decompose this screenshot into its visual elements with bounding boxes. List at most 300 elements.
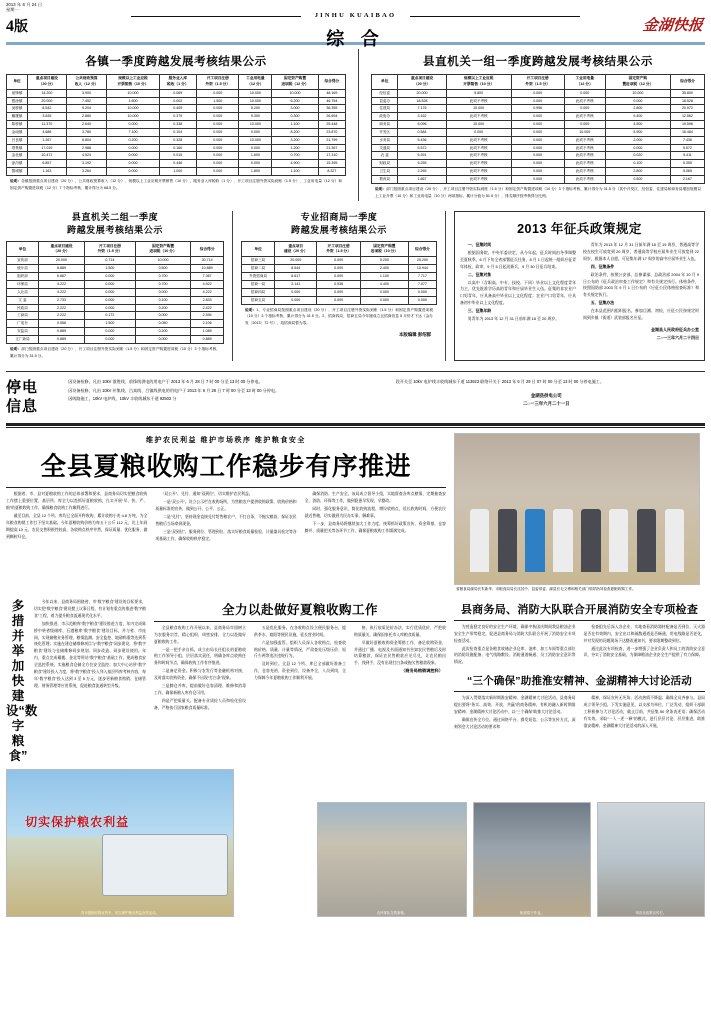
cell-value: 7.077	[408, 281, 436, 289]
tables-row-1	[6, 49, 705, 202]
cell-value: 0.000	[239, 128, 272, 136]
table2-header-2: 规模以上工业应税 开票销售（10 分）	[446, 74, 511, 89]
cell-value: 0.000	[135, 335, 191, 343]
table1-title: 各镇一季度跨越发展考核结果公示	[85, 55, 267, 68]
queue-incaption: 农民排队交售新粮。	[376, 911, 408, 916]
table3-header-row	[7, 242, 224, 257]
cell-value: 0.446	[159, 160, 197, 168]
cell-value: 0.015	[159, 152, 197, 160]
row-label: 人社局	[7, 288, 39, 296]
subhead-a-para-0: 五是优化服务。在各收购点设立便民服务台，提供茶水、遮阳等便民设施，延长营业时间。	[254, 625, 346, 637]
table4-title: 专业招商局一季度 跨越发展考核结果公示	[290, 212, 387, 236]
subhead-a-para-1: 一是一把手亲自抓。成立由局长任组长的夏粮收购工作领导小组，层层落实责任，明确各库点收购任务和时间节点，确保收购工作有序推进。	[154, 647, 246, 666]
cell-value: 0.000	[564, 105, 605, 113]
table-row	[372, 105, 705, 113]
cell-value: 0.889	[191, 335, 224, 343]
cell-value: 0.338	[159, 121, 197, 129]
publication-date: 2013 年 6 月 24 日 星期一	[6, 2, 43, 13]
cell-value: 20.972	[670, 105, 704, 113]
meeting-photo-caption: 省粮食局副局长朱新华、市粮食局局长沈其中、县委常委、副县长毛文博和相关部门领导指导检查夏粮收购工作。	[456, 587, 636, 592]
table-row	[7, 113, 346, 121]
table2-block	[371, 49, 705, 202]
table-row	[372, 144, 705, 152]
cell-value: 16.484	[670, 128, 704, 136]
row-label: 黎城镇	[7, 168, 28, 176]
cell-value: 1.500	[85, 320, 136, 328]
cell-value: 8.542	[28, 105, 67, 113]
cell-value: 0.000	[360, 288, 408, 296]
cell-value: 20.000	[398, 89, 446, 97]
cell-value: 10.000	[564, 128, 605, 136]
cell-value: 10.000	[239, 89, 272, 97]
row-label: 外资招商局	[242, 273, 275, 281]
row-label: 金北镇	[7, 152, 28, 160]
row-label: 商务局	[372, 121, 398, 129]
cell-value: 21.367	[318, 144, 345, 152]
row-label: 住建局	[372, 105, 398, 113]
table2-header-4: 工业用电量 （12 分）	[564, 74, 605, 89]
cell-value: 0.000	[408, 288, 436, 296]
subhead-a-para-c3-0: 格，执行依质论价办法，实行优质优价，严把收购质量关，确保国家托市入库粮食质量。	[354, 625, 446, 637]
cell-value: 9.204	[66, 105, 107, 113]
cell-value: 0.000	[239, 144, 272, 152]
cell-value: 1.100	[360, 273, 408, 281]
cell-value: 3.000	[272, 105, 318, 113]
cell-value: 0.000	[511, 168, 564, 176]
outage-para-2: 因线路施工，10kV 电炉线、10kV 丰收线城东干道 92502 分	[68, 396, 177, 402]
truck-shape	[102, 834, 229, 895]
table1-header-1: 重点项目建设 （20 分）	[28, 74, 67, 89]
table-row	[7, 320, 224, 328]
lead-para-0: “双公开”、兑付、通知“双到位”，切实维护农民利益。	[163, 492, 253, 497]
table2	[371, 74, 705, 184]
cell-value: 2.733	[38, 296, 84, 304]
cell-value: 1.600	[239, 152, 272, 160]
cell-value: 0.000	[135, 288, 191, 296]
table1-header-2: 公共财政预算 收入（12 分）	[66, 74, 107, 89]
elevator-photo	[473, 802, 591, 917]
row-label: 塔集镇	[7, 144, 28, 152]
lead-para-2: 二是“兑付”。坚持现金直接兑付给售粮农户，不打白条，不拖欠粮款，保证农民售粮后当场拿到现金。	[155, 514, 297, 526]
cell-value: 23.870	[318, 128, 345, 136]
cell-value: 0.000	[317, 257, 361, 265]
wall-incaption: 规范化政策宣传栏。	[635, 911, 667, 916]
cell-value: 10.000	[446, 121, 511, 129]
fire-para-1: 此次检查重点是各粮食收储企业仓库、油库、加工车间等重点部位的消防设施配备、电气线路敷设、消防通道畅通、员工消防安全意识等情况。	[454, 646, 576, 665]
row-label: 文 委	[7, 296, 39, 304]
cell-value: 0.050	[135, 320, 191, 328]
subhead-a-para-3: 三是腾仓并库。提前做好仓容清理、维修和消毒工作，确保新粮入库有仓可用。	[154, 684, 246, 695]
cell-value: 2.833	[191, 296, 224, 304]
table3-body	[7, 257, 224, 343]
cell-value: 1.089	[191, 328, 224, 336]
cell-value: 0.000	[197, 136, 239, 144]
table-row	[7, 288, 224, 296]
table1-header-6: 工业用电量 （12 分）	[239, 74, 272, 89]
cell-value: 18.528	[398, 97, 446, 105]
cell-value: 0.000	[511, 97, 564, 105]
cell-value: 4.500	[605, 121, 670, 129]
outage-para-0: 因设备检修，凡由 10kV 淮胜线、前锋线供电的用电户于 2013 年 6 月 28 日 7 时 00 分至 13 时 00 分停电。	[68, 379, 263, 385]
cell-value: 0.000	[107, 152, 159, 160]
subhead-a-block	[154, 599, 446, 764]
cell-value: 0.160	[159, 144, 197, 152]
cell-value: 1.100	[272, 168, 318, 176]
column-divider	[358, 49, 359, 202]
cell-value: 10.000	[107, 105, 159, 113]
conscription-left-heading-2: 三、征集年龄	[467, 307, 492, 313]
cell-value: 0.000	[317, 296, 361, 304]
table1-body	[7, 89, 346, 175]
cell-value: 0.000	[511, 160, 564, 168]
cell-value: 0.000	[135, 312, 191, 320]
fire-para-0: 为营造稳定良好的安全生产环境，确保中秋国庆期间我县粮油企业安全生产形势稳定，促进县商务局与消防大队联合开展了消防安全专项检查活动。	[454, 624, 576, 643]
cell-value: 10.000	[446, 105, 511, 113]
cell-value: 0.000	[511, 113, 564, 121]
table-row	[372, 97, 705, 105]
table-row	[7, 89, 346, 97]
row-label: 吕良镇	[7, 136, 28, 144]
cell-value: 0.104	[159, 128, 197, 136]
cell-value: 11.370	[28, 121, 67, 129]
table1-header-3: 规模以上工业应税 开票销售（10 分）	[107, 74, 159, 89]
cell-value: 0.700	[135, 273, 191, 281]
cell-value: 0.889	[38, 335, 84, 343]
cell-value: 19.596	[670, 121, 704, 129]
spirit-story-body	[454, 695, 705, 732]
table3-note: 说明：部门按照重点项目建设（20 分）、开工项目注册外资实际到账（1.5 分）和固定资产购置进项税（10 分）3 个指标考核，累计得分为 31.5 分。	[10, 347, 220, 358]
cell-value: 2.988	[66, 144, 107, 152]
cell-value: 25.200	[408, 257, 436, 265]
fire-para-0: 检查组先后深入各企业，实地查看消防器材配备是否到位，灭火器是否在有效期内，安全出口和疏散通道是否畅通，用电线路是否老化，并对发现的问题现场下达整改通知书，要求限期整改到位。	[583, 624, 705, 643]
cell-value: 10.889	[191, 265, 224, 273]
outage-para-c2-0: 段开关至 10kV 电炉线丰收线城东干道 113923 联络开关于 2013 年 6 月 29 日 07 时 00 分至 13 时 00 分停电施工。	[395, 379, 604, 385]
lead-headline: 全县夏粮收购工作稳步有序推进	[40, 453, 412, 482]
cell-value: 30.714	[191, 257, 224, 265]
lead-para-0: 根据省、市、县对夏粮收购工作的总体部署和要求，县商务局切实把粮食收购工作摆上重要位置，基层所、库全力以赴抓好夏粮收购，扎实开展“早、快、严、细”的夏粮收购工作，确保粮食收购工作顺利进行。	[6, 492, 148, 510]
cell-value: 6.857	[28, 160, 67, 168]
table4-header-4: 综合得分	[408, 242, 436, 257]
table1-header-4: 服务业入库 税收（1 分）	[159, 74, 197, 89]
cell-value: 3.835	[28, 113, 67, 121]
headline-rule	[6, 487, 446, 488]
table1	[6, 74, 346, 176]
cell-value: 3.780	[66, 128, 107, 136]
cell-value: 2.000	[605, 136, 670, 144]
subhead-a-rule	[154, 621, 446, 622]
conscription-right-para-1: 政治条件，按照公安部、总参谋部、总政治部 2004 年 10 月 9 日公布的《征兵政治审查工作规定》和有关规定执行。体格条件，按照国防部 2003 年 9 月 1 日公布的《应征公民体格检查标准》和有关规定执行。	[583, 271, 699, 298]
cell-value: 0.996	[511, 105, 564, 113]
cell-value: 0.000	[317, 288, 361, 296]
cell-value: 9.300	[239, 113, 272, 121]
row-label: 银涂镇	[7, 97, 28, 105]
cell-value: 2.880	[66, 113, 107, 121]
table4-header-3: 固定资产购置 进项税（10 分）	[360, 242, 408, 257]
cell-value: 0.000	[197, 89, 239, 97]
cell-value: 此项不考核	[446, 136, 511, 144]
table4-body	[242, 257, 437, 304]
lower-zone	[0, 428, 711, 917]
cell-value: 7.367	[191, 273, 224, 281]
subhead-a-col-1	[154, 625, 246, 713]
table1-header-8: 综合得分	[318, 74, 345, 89]
table-row	[7, 273, 224, 281]
cell-value: 2.167	[670, 175, 704, 183]
table-row	[7, 168, 346, 176]
cell-value: 0.000	[85, 328, 136, 336]
cell-value: 0.200	[135, 304, 191, 312]
row-label: 招商三局	[242, 257, 275, 265]
cell-value: 0.500	[605, 175, 670, 183]
cell-value: 0.000	[107, 121, 159, 129]
table-row	[372, 128, 705, 136]
table-row	[242, 257, 437, 265]
cell-value: 此项不考核	[564, 175, 605, 183]
table-row	[7, 97, 346, 105]
column-divider-3	[445, 211, 446, 361]
photo-elevator-block	[473, 769, 591, 917]
lead-body	[6, 491, 446, 543]
spirit-para-0: 精神，保证宣传无死角、活动热情不降温；确保全员齐参与。县局成立领导小组，下发实施意见，以支部为单位，广泛发动，组织干部职工积极参与大讨论活动，截止目前，共征集 50 余条表述语；确保活动有实效。采取“一人一述一释”的模式，进行层层讨论、层层推进，助推淮安精神、金湖精神大讨论活动的深入开展。	[583, 696, 705, 728]
cell-value: 1.163	[28, 168, 67, 176]
cell-value: 0.100	[135, 296, 191, 304]
outage-body	[60, 378, 705, 416]
queue-photo	[317, 802, 467, 917]
lead-para-0: 确保消防、生产安全。该局成立督导小组，实地督查各库点粮情，定期抽查安全、消防、环保等工作，做到隐患早发现、早整改。	[304, 492, 446, 503]
table1-header-0: 单位	[7, 74, 28, 89]
cell-value: 3.900	[66, 89, 107, 97]
subhead-a-byline: （商务局购销调控科）	[401, 668, 443, 674]
cell-value: 5.800	[446, 89, 511, 97]
table3-header-0: 单位	[7, 242, 39, 257]
lead-col-1	[6, 491, 147, 543]
cell-value: 此项不考核	[446, 144, 511, 152]
table-row	[242, 296, 437, 304]
cell-value: 7.176	[398, 105, 446, 113]
cell-value: 0.000	[85, 335, 136, 343]
table3-header-1: 重点项目建设 （20 分）	[38, 242, 84, 257]
cell-value: 4.222	[191, 288, 224, 296]
right-stories	[454, 599, 705, 764]
subhead-a-para-1: 六是加强监管。组织人员深入各收购点，检查收购价格、质量、计量等情况，严肃查处压级压价、短斤少两等违法违规行为。	[254, 640, 346, 659]
table-row	[7, 312, 224, 320]
row-label: 教育局	[372, 175, 398, 183]
lead-para-1: 同时，强化服务意识，简化收购流程，增设收购点，延长收购时间，方便农民就近售粮，切实做到为民办实事、解难事。	[304, 506, 446, 518]
table-row	[7, 121, 346, 129]
table2-header-0: 单位	[372, 74, 398, 89]
cell-value: 4.222	[38, 288, 84, 296]
cell-value: 2.222	[38, 304, 84, 312]
wall-photo	[597, 802, 705, 917]
cell-value: 36.355	[318, 105, 345, 113]
table4-note: 说明：1、专业招商局按照重点项目建设（20 分）、开工项目注册外资实际到账（1.5 分）和固定资产购置进项税（10 分）3 个指标考核，累计得分为 31.5 分。2、招商四局、招商五局今年刚成立且招商信息 5 月份才下达（金办发〔2013〕72 号），故招商局暂为零。	[245, 308, 434, 325]
table1-header-row	[7, 74, 346, 89]
table-row	[7, 128, 346, 136]
cell-value: 0.889	[38, 328, 84, 336]
cell-value: 2.640	[66, 121, 107, 129]
row-label: 闵桥镇	[7, 105, 28, 113]
cell-value: 10.000	[239, 136, 272, 144]
cell-value: 0.000	[275, 288, 317, 296]
cell-value: 7.100	[107, 128, 159, 136]
row-label: 环保局	[7, 281, 39, 289]
table2-header-3: 开工项目注册 外资（1.5 分）	[511, 74, 564, 89]
cell-value: 3.264	[66, 168, 107, 176]
section-rule	[6, 423, 705, 426]
cell-value: 2.222	[38, 312, 84, 320]
conscription-col-left	[460, 242, 576, 323]
row-label: 安监局	[7, 328, 39, 336]
table-row	[7, 136, 346, 144]
table-row	[7, 304, 224, 312]
cell-value: 3.192	[66, 160, 107, 168]
cell-value: 0.000	[605, 144, 670, 152]
cell-value: 0.000	[107, 144, 159, 152]
elevator-incaption: 粮食烘干作业。	[520, 911, 544, 916]
section-title: 综 合	[326, 29, 385, 49]
cell-value: 0.020	[605, 152, 670, 160]
cell-value: 0.000	[275, 296, 317, 304]
subhead-a-para-4: 四是严把质量关。配备专业质检人员和检化验设备，严格执行国家粮食质量标准。	[154, 698, 246, 710]
cell-value: 4.400	[360, 281, 408, 289]
subhead-a-para-2: 及时到位。全县 12 个所、库已全部做好准备工作，仓容充裕，资金到位，设备齐全，人员到岗，全力保障今年夏粮收购工作顺利开展。	[254, 662, 346, 681]
digital-grain-para-0: 今年以来，县商务局围绕省、市“数字粮食”建设的目标要求，切实把“数字粮食”建设摆上议事日程，有计划有重点的推进“数字粮食”工程，着力提升粮食流通现代化水平。	[34, 600, 146, 618]
cell-value: 0.500	[135, 265, 191, 273]
cell-value: 2.800	[605, 168, 670, 176]
table-row	[242, 288, 437, 296]
cell-value: 4.524	[66, 152, 107, 160]
cell-value: 18.528	[670, 97, 704, 105]
cell-value: 7.452	[66, 97, 107, 105]
cell-value: 1.600	[107, 97, 159, 105]
row-label: 招商二局	[242, 265, 275, 273]
row-label: 招商四局	[242, 288, 275, 296]
table-row	[242, 265, 437, 273]
banner-truck-incaption: 县市夏粮收购宣传车，切实保护粮农利益宣传活动。	[81, 911, 159, 916]
table-row	[7, 144, 346, 152]
cell-value: 46.754	[318, 97, 345, 105]
photo-wall-block	[597, 769, 705, 917]
conscription-left-para-2: 男青年为 2013 年 12 月 31 日前年满 18 至 20 周岁。	[467, 315, 560, 321]
cell-value: 17.310	[318, 152, 345, 160]
cell-value: 0.000	[605, 97, 670, 105]
row-label: 金南镇	[7, 128, 28, 136]
table1-header-7: 固定资产购置 进项税（12 分）	[272, 74, 318, 89]
row-label: 交通局	[372, 144, 398, 152]
outage-signature: 金湖县供电公司 二○一三年六月二十一日	[522, 392, 570, 407]
cell-value: 0.000	[564, 89, 605, 97]
table-row	[242, 281, 437, 289]
cell-value: 4.222	[38, 281, 84, 289]
table4-header-0: 单位	[242, 242, 275, 257]
lead-story	[6, 433, 705, 593]
cell-value: 10.000	[135, 257, 191, 265]
cell-value: 10.000	[272, 89, 318, 97]
cell-value: 0.000	[85, 281, 136, 289]
conscription-signature: 金湖县人民政府征兵办公室 二○一三年六月二十四日	[651, 327, 699, 340]
masthead-pinyin: JINHU KUAIBAO	[301, 12, 411, 19]
table-row	[7, 265, 224, 273]
cell-value: 5.255	[398, 160, 446, 168]
row-label: 卫生局	[372, 168, 398, 176]
cell-value: 0.000	[511, 89, 564, 97]
table3	[6, 241, 224, 343]
digital-grain-vertical-title: 多措并举加快建设“数字粮食”	[6, 599, 38, 764]
cell-value: 此项不考核	[446, 168, 511, 176]
row-label: 文广新局	[7, 335, 39, 343]
cell-value: 0.172	[85, 312, 136, 320]
table3-header-3: 固定资产购置 进项税（10 分）	[135, 242, 191, 257]
cell-value: 0.000	[511, 121, 564, 129]
cell-value: 35.800	[670, 89, 704, 97]
row-label: 涂沟镇	[7, 160, 28, 168]
cell-value: 2.800	[605, 105, 670, 113]
cell-value: 4.900	[272, 160, 318, 168]
cell-value: 5.391	[398, 152, 446, 160]
subhead-a-para-2: 二是备足资金。积极与农发行等金融机构对接，及时落实收购资金，确保不出现“打白条”现象。	[154, 669, 246, 681]
cell-value: 0.556	[38, 320, 84, 328]
cell-value: 0.002	[159, 97, 197, 105]
cell-value: 1.667	[398, 175, 446, 183]
cell-value: 26.694	[318, 113, 345, 121]
table3-title: 县直机关二组一季度 跨越发展考核结果公示	[66, 212, 163, 236]
cell-value: 4.686	[28, 128, 67, 136]
subhead-a-para-c3-1: 早做好夏粮收购资金筹措工作，备足收购资金，并通过广播、电视及书面通知书告知农民售粮后及时结算粮款，保证农民售粮款应兑尽兑，让农民粮出手、钱到手，没有出现打白条或拖欠售粮款现象。	[354, 640, 446, 666]
cell-value: 0.000	[85, 296, 136, 304]
cell-value: 0.000	[197, 105, 239, 113]
cell-value: 此项不考核	[564, 97, 605, 105]
fire-story-body	[454, 624, 705, 667]
spirit-story-title: “三个确保”助推淮安精神、金湖精神大讨论活动	[467, 675, 692, 688]
cell-value: 6.617	[275, 273, 317, 281]
cell-value: 0.000	[446, 128, 511, 136]
cell-value: 2.394	[191, 312, 224, 320]
cell-value: 1.200	[272, 144, 318, 152]
table4-block	[241, 211, 437, 361]
table2-header-1: 重点项目建设 （20 分）	[398, 74, 446, 89]
table-row	[7, 160, 346, 168]
row-label: 戴楼镇	[7, 113, 28, 121]
cell-value: 5.200	[239, 105, 272, 113]
cell-value: 10.471	[28, 152, 67, 160]
lead-para-1: 截至目前，全县 12 个所、库均已全面开秤收购，累计收购小麦 4.8 万吨，为全年粮食购销工作打下坚实基础。今年夏粮收购价格为每五十公斤 112 元，比上年同期提高 10 元，农民交售积极性较高，各收购点秩序井然，保证质量、优化服务，做到颗粒归仓。	[6, 513, 148, 539]
cell-value: 7.436	[670, 136, 704, 144]
cell-value: 1.500	[197, 97, 239, 105]
cell-value: 0.379	[159, 113, 197, 121]
fire-para-1: 通过此次专项检查，进一步增强了企业负责人和员工的消防安全意识，夯实了消防安全基础，为保障粮油企业安全生产提供了有力保障。	[583, 646, 705, 658]
cell-value: 0.000	[511, 136, 564, 144]
cell-value: 0.700	[135, 281, 191, 289]
cell-value: 6.667	[38, 273, 84, 281]
subhead-a-para-0: 全县粮食收购工作开展以来，县商务局牢固树立为农服务宗旨，精心组织，周密安排，全力以赴做好夏粮收购工作。	[154, 625, 246, 644]
table3-header-4: 综合得分	[191, 242, 224, 257]
cell-value: 0.000	[107, 160, 159, 168]
cell-value: 5.572	[670, 144, 704, 152]
cell-value: 0.000	[564, 121, 605, 129]
outage-label: 停电 信息	[6, 379, 39, 416]
cell-value: 6.804	[66, 136, 107, 144]
spirit-story-col-2	[584, 695, 706, 732]
cell-value: 2.400	[360, 265, 408, 273]
lead-col-2	[155, 491, 296, 543]
cell-value: 7.717	[408, 273, 436, 281]
conscription-left-para-0: 根据国务院、中央军委决定，从今年起，征兵时间由冬季调整至夏秋季。6 月下旬全省部署征兵任务，8 月 1 日起统一组织应征青年体检、政审，9 月 5 日起送新兵，9 月 30 日征兵结束。	[460, 250, 576, 269]
conscription-right-para-2: 在本县范围内组织报名，参加目测、初检，应征公民按规定时间到乡镇（街道）武装部报名应征。	[583, 307, 699, 320]
cell-value: 0.700	[272, 152, 318, 160]
page-number: 4版	[6, 18, 28, 35]
photo-banner-truck-block	[6, 769, 234, 917]
conscription-left-para-1: 以高中（含职高、中专、技校、下同）毕业以上文化程度青年为主，优先批准学历高的青年和应届毕业生入伍。征集的非农业户口男青年，应具备高中毕业以上文化程度；农业户口男青年，应具备初中毕业以上文化程度。	[460, 279, 576, 305]
